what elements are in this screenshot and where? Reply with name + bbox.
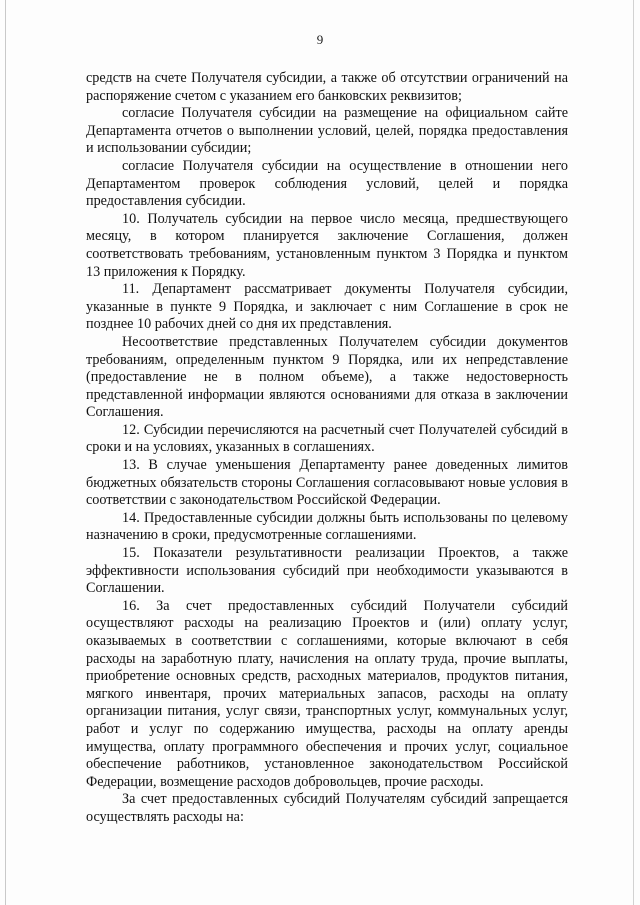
paragraph-consent-inspection: согласие Получателя субсидии на осуществление в отношении него Департаментом проверок соблюдения условий, целей и порядка предоставления субсидии.	[86, 157, 568, 210]
paragraph-item-16: 16. За счет предоставленных субсидий Получатели субсидий осуществляют расходы на реализацию Проектов и (или) оплату услуг, оказываемых в соответствии с соглашениями, которые включают в себя расходы на заработную плату, начисления на оплату труда, прочие выплаты, приобретение основных средств, расходных материалов, продуктов питания, мягкого инвентаря, прочих материальных запасов, расходы на оплату организации питания, услуг связи, транспортных услуг, коммунальных услуг, работ и услуг по содержанию имущества, расходы на оплату аренды имущества, оплату программного обеспечения и прочих услуг, социальное обеспечение работников, установленное законодательством Российской Федерации, возмещение расходов добровольцев, прочие расходы.	[86, 597, 568, 790]
paragraph-item-15: 15. Показатели результативности реализации Проектов, а также эффективности использования субсидий при необходимости указываются в Соглашении.	[86, 545, 568, 597]
scan-edge-left	[5, 0, 6, 905]
paragraph-item-12: 12. Субсидии перечисляются на расчетный счет Получателей субсидий в сроки и на условиях, указанных в соглашениях.	[86, 421, 568, 456]
paragraph-nonconformity: Несоответствие представленных Получателем субсидии документов требованиям, определенным пунктом 9 Порядка, или их непредставление (предоставление не в полном объеме), а также недостоверность представленной информации являются основаниями для отказа в заключении Соглашения.	[86, 333, 568, 421]
page-number: 9	[316, 32, 324, 47]
paragraph-item-11: 11. Департамент рассматривает документы Получателя субсидии, указанные в пункте 9 Порядка, и заключает с ним Соглашение в срок не позднее 10 рабочих дней со дня их представления.	[86, 281, 568, 333]
document-body	[86, 70, 568, 827]
paragraph-item-10: 10. Получатель субсидии на первое число месяца, предшествующего месяцу, в котором планируется заключение Соглашения, должен соответствовать требованиям, установленным пунктом 3 Порядка и пунктом 13 приложения к Порядку.	[86, 210, 568, 280]
scan-edge-right	[633, 0, 634, 905]
paragraph-consent-publication: согласие Получателя субсидии на размещение на официальном сайте Департамента отчетов о выполнении условий, целей, порядка предоставления и использовании субсидии;	[86, 105, 568, 157]
paragraph-item-14: 14. Предоставленные субсидии должны быть использованы по целевому назначению в сроки, предусмотренные соглашениями.	[86, 509, 568, 544]
paragraph-prohibited-expenses: За счет предоставленных субсидий Получателям субсидий запрещается осуществлять расходы на:	[86, 791, 568, 825]
paragraph-continuation: средств на счете Получателя субсидии, а также об отсутствии ограничений на распоряжение счетом с указанием его банковских реквизитов;	[86, 70, 568, 104]
paragraph-item-13: 13. В случае уменьшения Департаменту ранее доведенных лимитов бюджетных обязательств стороны Соглашения согласовывают новые условия в соответствии с законодательством Российской Федерации.	[86, 457, 568, 509]
